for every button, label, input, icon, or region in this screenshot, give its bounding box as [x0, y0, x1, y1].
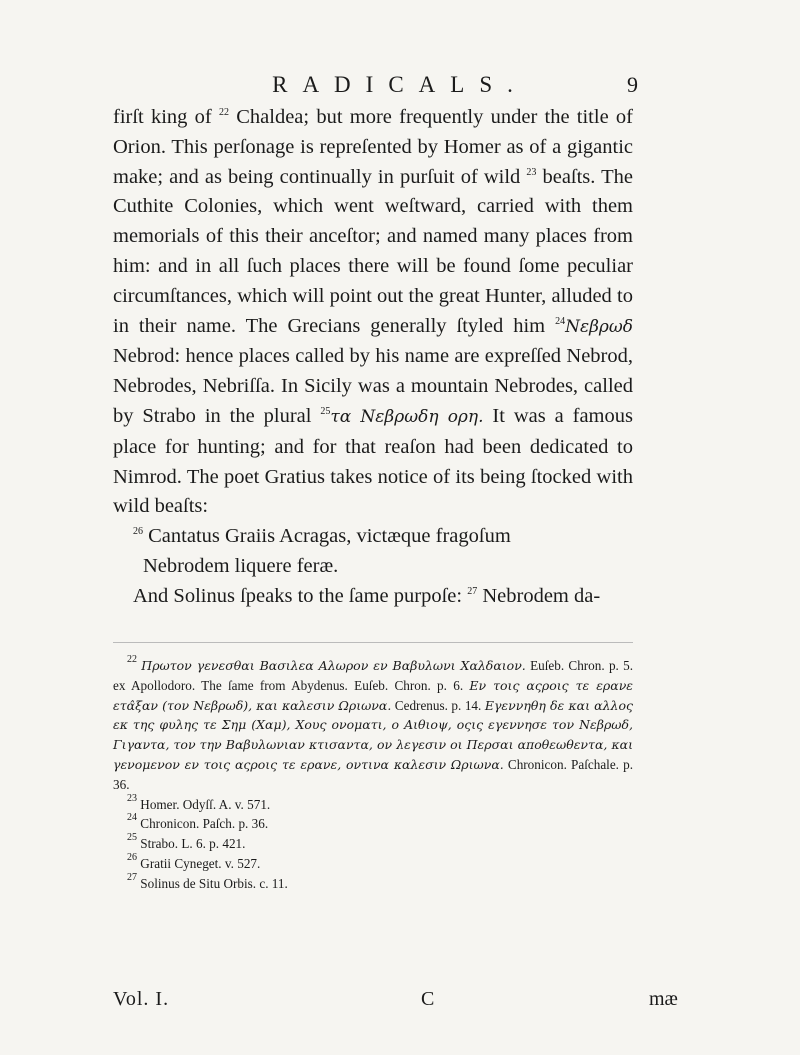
paragraph-2	[113, 582, 633, 612]
footnote-ref: 24	[555, 315, 566, 327]
footnote-mark: 26	[127, 851, 137, 863]
text-run: firſt king of	[113, 106, 219, 128]
greek-text: τα Νεβρωδη ορη.	[330, 406, 484, 427]
footnote-source: Homer. Odyſſ. A. v. 571.	[140, 796, 271, 812]
text-run: And Solinus ſpeaks to the ſame purpoſe:	[133, 584, 468, 607]
footnote-mark: 24	[127, 812, 137, 824]
verse-line-2: Nebrodem liquere feræ.	[143, 554, 339, 577]
footnote-source: Chronicon. Paſch. p. 36.	[140, 816, 269, 832]
footnote-source: Cedrenus. p. 14.	[391, 697, 482, 713]
footnote-27	[113, 871, 633, 894]
text-run: Nebrodem da-	[477, 584, 601, 607]
catchword: mæ	[649, 988, 678, 1010]
footnote-23	[113, 792, 633, 815]
greek-text: Νεβρωδ	[565, 316, 633, 337]
footnote-mark: 27	[127, 871, 137, 883]
paragraph-1	[113, 103, 633, 522]
footnote-ref: 23	[526, 166, 537, 178]
text-run: It was a famous place for hunting; and for that reaſon had been dedicated to Nimrod. The poet Gratius takes notice of its being ſtocked with wild beaſts:	[113, 404, 633, 518]
signature-mark: C	[421, 988, 435, 1010]
footnotes	[113, 656, 633, 894]
text-run: Nebrod: hence places called by his name are expreſſed Nebrod, Nebrodes, Nebriſſa. In Sicily was a mountain Nebrodes, called by Strabo in the plural	[113, 345, 633, 427]
footnote-source: Strabo. L. 6. p. 421.	[140, 836, 246, 852]
footnote-mark: 22	[127, 654, 137, 665]
footnote-24	[113, 814, 633, 834]
footnote-mark: 25	[127, 832, 137, 844]
footnote-mark: 23	[127, 792, 137, 804]
volume-label: Vol. I.	[113, 988, 170, 1010]
footnote-ref: 27	[467, 585, 478, 597]
main-text	[113, 103, 633, 612]
verse-text: Cantatus Graiis Acragas, victæque fragoſum	[143, 525, 511, 548]
footnote-divider	[113, 642, 633, 643]
footnote-ref: 26	[133, 526, 143, 538]
footnote-source: Gratii Cyneget. v. 527.	[140, 855, 261, 871]
verse-line-1	[133, 522, 633, 552]
footnote-26	[113, 851, 633, 874]
footnote-source: Euſeb. Chron. p. 5. ex Apollodoro. The ſame from Abydenus. Euſeb. Chron. p. 6.	[113, 658, 634, 693]
footnote-ref: 22	[218, 107, 229, 118]
greek-text: Πρωτον γενεσθαι Βασιλεα Αλωρον εν Βαβυλωνι Χαλδαιον.	[141, 658, 526, 673]
footnote-22	[113, 656, 633, 795]
footnote-25	[113, 834, 633, 854]
greek-text: Εν τοις αςροις τε ερανε ετα̂ξαν (τον Νεβρωδ), και καλεσιν Ωριωνα.	[113, 677, 634, 713]
greek-text: Εγεννηθη δε και αλλος εκ της φυλης τε Σημ (Χαμ), Χους ονοματι, ο Αιθιοψ, οςις εγεννησε τον Νεβρωδ, Γιγαντα, τον την Βαβυλωνιαν κτισαντα, ον λεγεσιν οι Περσαι αποθεωθεντα, και γενομενον εν τοις αςροις τε ερανε, οντινα καλεσιν Ωριωνα.	[113, 697, 633, 772]
footnote-source: Solinus de Situ Orbis. c. 11.	[140, 875, 288, 891]
text-run: beaſts. The Cuthite Colonies, which went weſtward, carried with them memorials of this their anceſtor; and named many places from him: and in all ſuch places there will be found ſome peculiar circumſtances, which will point out the great Hunter, alluded to in their name. The Grecians generally ſtyled him	[113, 165, 633, 337]
text-run: Chaldea; but more frequently under the title of Orion. This perſonage is repreſented by Homer as of a gigantic make; and as being continually in purſuit of wild	[113, 106, 633, 188]
footnote-source: Chronicon. Paſchale. p. 36.	[113, 756, 634, 792]
running-head: RADICALS.	[272, 72, 528, 97]
page-number: 9	[627, 72, 638, 97]
footnote-ref: 25	[320, 405, 331, 417]
